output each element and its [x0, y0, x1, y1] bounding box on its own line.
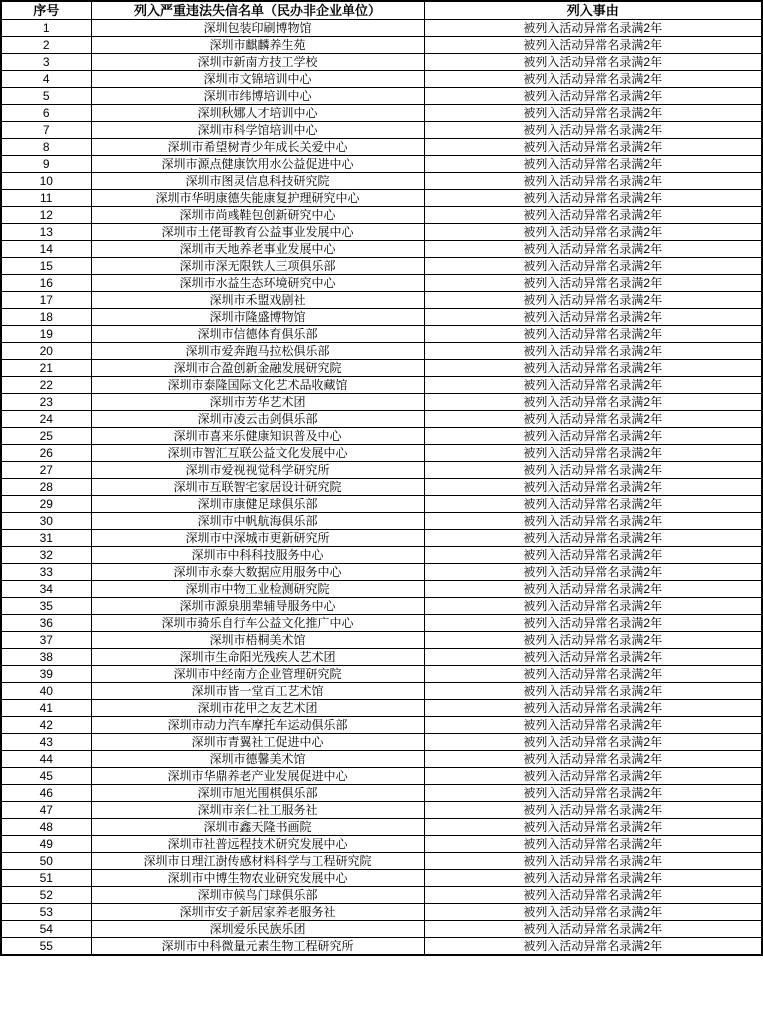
- cell-reason: 被列入活动异常名录满2年: [424, 122, 762, 139]
- cell-reason: 被列入活动异常名录满2年: [424, 513, 762, 530]
- column-header-name: 列入严重违法失信名单（民办非企业单位）: [91, 1, 424, 20]
- table-row: [1, 462, 762, 479]
- cell-reason: 被列入活动异常名录满2年: [424, 207, 762, 224]
- table-row: [1, 717, 762, 734]
- cell-name: 深圳市中深城市更新研究所: [91, 530, 424, 547]
- cell-name: 深圳市青翼社工促进中心: [91, 734, 424, 751]
- cell-reason: 被列入活动异常名录满2年: [424, 836, 762, 853]
- cell-no: 11: [1, 190, 91, 207]
- cell-reason: 被列入活动异常名录满2年: [424, 530, 762, 547]
- cell-name: 深圳市中科科技服务中心: [91, 547, 424, 564]
- cell-name: 深圳市亲仁社工服务社: [91, 802, 424, 819]
- cell-no: 22: [1, 377, 91, 394]
- cell-reason: 被列入活动异常名录满2年: [424, 666, 762, 683]
- cell-name: 深圳市信德体育俱乐部: [91, 326, 424, 343]
- cell-name: 深圳市梧桐美术馆: [91, 632, 424, 649]
- cell-reason: 被列入活动异常名录满2年: [424, 768, 762, 785]
- cell-reason: 被列入活动异常名录满2年: [424, 88, 762, 105]
- table-row: [1, 870, 762, 887]
- table-row: [1, 734, 762, 751]
- cell-no: 44: [1, 751, 91, 768]
- cell-name: 深圳市深无限铁人三项俱乐部: [91, 258, 424, 275]
- column-header-reason: 列入事由: [424, 1, 762, 20]
- table-row: [1, 581, 762, 598]
- cell-no: 35: [1, 598, 91, 615]
- table-row: [1, 802, 762, 819]
- cell-no: 46: [1, 785, 91, 802]
- cell-name: 深圳市智汇互联公益文化发展中心: [91, 445, 424, 462]
- table-row: [1, 496, 762, 513]
- table-row: [1, 343, 762, 360]
- table-body: [1, 20, 762, 956]
- table-row: [1, 785, 762, 802]
- cell-no: 18: [1, 309, 91, 326]
- table-row: [1, 615, 762, 632]
- cell-reason: 被列入活动异常名录满2年: [424, 921, 762, 938]
- cell-name: 深圳市科学馆培训中心: [91, 122, 424, 139]
- table-row: [1, 904, 762, 921]
- cell-reason: 被列入活动异常名录满2年: [424, 20, 762, 37]
- cell-name: 深圳包装印刷博物馆: [91, 20, 424, 37]
- cell-no: 25: [1, 428, 91, 445]
- cell-name: 深圳市中博生物农业研究发展中心: [91, 870, 424, 887]
- cell-reason: 被列入活动异常名录满2年: [424, 241, 762, 258]
- table-row: [1, 547, 762, 564]
- cell-name: 深圳市永泰大数据应用服务中心: [91, 564, 424, 581]
- table-row: [1, 156, 762, 173]
- cell-name: 深圳市土佬哥教育公益事业发展中心: [91, 224, 424, 241]
- cell-name: 深圳市花甲之友艺术团: [91, 700, 424, 717]
- table-row: [1, 173, 762, 190]
- table-row: [1, 513, 762, 530]
- cell-reason: 被列入活动异常名录满2年: [424, 581, 762, 598]
- cell-name: 深圳市合盈创新金融发展研究院: [91, 360, 424, 377]
- table-header: [1, 1, 762, 20]
- cell-reason: 被列入活动异常名录满2年: [424, 394, 762, 411]
- cell-reason: 被列入活动异常名录满2年: [424, 224, 762, 241]
- cell-reason: 被列入活动异常名录满2年: [424, 751, 762, 768]
- cell-reason: 被列入活动异常名录满2年: [424, 54, 762, 71]
- header-row: [1, 1, 762, 20]
- cell-name: 深圳市隆盛博物馆: [91, 309, 424, 326]
- cell-no: 24: [1, 411, 91, 428]
- table-row: [1, 921, 762, 938]
- cell-no: 38: [1, 649, 91, 666]
- cell-name: 深圳市源泉朋辈辅导服务中心: [91, 598, 424, 615]
- cell-name: 深圳市图灵信息科技研究院: [91, 173, 424, 190]
- table-row: [1, 377, 762, 394]
- cell-name: 深圳市康健足球俱乐部: [91, 496, 424, 513]
- cell-name: 深圳市中经南方企业管理研究院: [91, 666, 424, 683]
- cell-name: 深圳市候鸟门球俱乐部: [91, 887, 424, 904]
- cell-reason: 被列入活动异常名录满2年: [424, 479, 762, 496]
- cell-name: 深圳市文锦培训中心: [91, 71, 424, 88]
- cell-reason: 被列入活动异常名录满2年: [424, 173, 762, 190]
- cell-name: 深圳市喜来乐健康知识普及中心: [91, 428, 424, 445]
- cell-reason: 被列入活动异常名录满2年: [424, 870, 762, 887]
- table-row: [1, 20, 762, 37]
- cell-reason: 被列入活动异常名录满2年: [424, 139, 762, 156]
- cell-name: 深圳市骑乐自行车公益文化推广中心: [91, 615, 424, 632]
- table-row: [1, 309, 762, 326]
- table-row: [1, 445, 762, 462]
- cell-name: 深圳市水益生态环境研究中心: [91, 275, 424, 292]
- cell-name: 深圳市德馨美术馆: [91, 751, 424, 768]
- cell-name: 深圳市互联智宅家居设计研究院: [91, 479, 424, 496]
- table-row: [1, 564, 762, 581]
- cell-no: 9: [1, 156, 91, 173]
- table-row: [1, 224, 762, 241]
- cell-reason: 被列入活动异常名录满2年: [424, 258, 762, 275]
- cell-no: 54: [1, 921, 91, 938]
- cell-name: 深圳市中物工业检测研究院: [91, 581, 424, 598]
- table-row: [1, 241, 762, 258]
- cell-reason: 被列入活动异常名录满2年: [424, 564, 762, 581]
- cell-reason: 被列入活动异常名录满2年: [424, 496, 762, 513]
- cell-name: 深圳市中科微量元素生物工程研究所: [91, 938, 424, 956]
- cell-no: 36: [1, 615, 91, 632]
- cell-no: 33: [1, 564, 91, 581]
- cell-name: 深圳市芳华艺术团: [91, 394, 424, 411]
- cell-no: 32: [1, 547, 91, 564]
- cell-reason: 被列入活动异常名录满2年: [424, 785, 762, 802]
- table-row: [1, 394, 762, 411]
- table-row: [1, 258, 762, 275]
- cell-name: 深圳市禾盟戏剧社: [91, 292, 424, 309]
- cell-no: 7: [1, 122, 91, 139]
- cell-reason: 被列入活动异常名录满2年: [424, 819, 762, 836]
- cell-name: 深圳市中帆航海俱乐部: [91, 513, 424, 530]
- cell-reason: 被列入活动异常名录满2年: [424, 904, 762, 921]
- cell-name: 深圳市尚彧鞋包创新研究中心: [91, 207, 424, 224]
- table-row: [1, 207, 762, 224]
- table-row: [1, 700, 762, 717]
- cell-reason: 被列入活动异常名录满2年: [424, 547, 762, 564]
- cell-reason: 被列入活动异常名录满2年: [424, 802, 762, 819]
- cell-name: 深圳市源点健康饮用水公益促进中心: [91, 156, 424, 173]
- table-row: [1, 360, 762, 377]
- table-row: [1, 71, 762, 88]
- cell-no: 30: [1, 513, 91, 530]
- cell-reason: 被列入活动异常名录满2年: [424, 190, 762, 207]
- cell-name: 深圳市天地养老事业发展中心: [91, 241, 424, 258]
- cell-reason: 被列入活动异常名录满2年: [424, 105, 762, 122]
- cell-reason: 被列入活动异常名录满2年: [424, 717, 762, 734]
- cell-no: 41: [1, 700, 91, 717]
- cell-name: 深圳市社普远程技术研究发展中心: [91, 836, 424, 853]
- cell-name: 深圳市纬博培训中心: [91, 88, 424, 105]
- table-row: [1, 88, 762, 105]
- cell-no: 52: [1, 887, 91, 904]
- cell-no: 34: [1, 581, 91, 598]
- table-row: [1, 275, 762, 292]
- cell-no: 2: [1, 37, 91, 54]
- cell-reason: 被列入活动异常名录满2年: [424, 683, 762, 700]
- cell-name: 深圳市希望树青少年成长关爱中心: [91, 139, 424, 156]
- cell-no: 5: [1, 88, 91, 105]
- table-row: [1, 139, 762, 156]
- cell-reason: 被列入活动异常名录满2年: [424, 411, 762, 428]
- cell-name: 深圳市爱视视觉科学研究所: [91, 462, 424, 479]
- cell-no: 31: [1, 530, 91, 547]
- cell-reason: 被列入活动异常名录满2年: [424, 275, 762, 292]
- cell-no: 13: [1, 224, 91, 241]
- cell-name: 深圳市动力汽车摩托车运动俱乐部: [91, 717, 424, 734]
- cell-no: 29: [1, 496, 91, 513]
- cell-reason: 被列入活动异常名录满2年: [424, 938, 762, 956]
- cell-reason: 被列入活动异常名录满2年: [424, 71, 762, 88]
- table-row: [1, 37, 762, 54]
- cell-no: 42: [1, 717, 91, 734]
- table-row: [1, 530, 762, 547]
- cell-reason: 被列入活动异常名录满2年: [424, 598, 762, 615]
- cell-no: 4: [1, 71, 91, 88]
- table-row: [1, 632, 762, 649]
- cell-reason: 被列入活动异常名录满2年: [424, 649, 762, 666]
- table-row: [1, 836, 762, 853]
- cell-reason: 被列入活动异常名录满2年: [424, 292, 762, 309]
- cell-no: 23: [1, 394, 91, 411]
- table-row: [1, 666, 762, 683]
- table-row: [1, 411, 762, 428]
- cell-no: 37: [1, 632, 91, 649]
- cell-no: 20: [1, 343, 91, 360]
- cell-no: 49: [1, 836, 91, 853]
- cell-name: 深圳爱乐民族乐团: [91, 921, 424, 938]
- table-row: [1, 598, 762, 615]
- table-row: [1, 649, 762, 666]
- cell-name: 深圳市生命阳光残疾人艺术团: [91, 649, 424, 666]
- table-row: [1, 751, 762, 768]
- cell-no: 15: [1, 258, 91, 275]
- cell-reason: 被列入活动异常名录满2年: [424, 615, 762, 632]
- cell-no: 47: [1, 802, 91, 819]
- table-row: [1, 853, 762, 870]
- cell-no: 26: [1, 445, 91, 462]
- cell-reason: 被列入活动异常名录满2年: [424, 360, 762, 377]
- cell-reason: 被列入活动异常名录满2年: [424, 887, 762, 904]
- cell-no: 43: [1, 734, 91, 751]
- cell-reason: 被列入活动异常名录满2年: [424, 428, 762, 445]
- table-row: [1, 768, 762, 785]
- cell-name: 深圳市凌云击剑俱乐部: [91, 411, 424, 428]
- cell-reason: 被列入活动异常名录满2年: [424, 377, 762, 394]
- cell-no: 21: [1, 360, 91, 377]
- cell-no: 28: [1, 479, 91, 496]
- cell-reason: 被列入活动异常名录满2年: [424, 462, 762, 479]
- table-row: [1, 190, 762, 207]
- cell-no: 39: [1, 666, 91, 683]
- cell-no: 12: [1, 207, 91, 224]
- cell-no: 50: [1, 853, 91, 870]
- cell-no: 14: [1, 241, 91, 258]
- table-row: [1, 819, 762, 836]
- cell-name: 深圳市新南方技工学校: [91, 54, 424, 71]
- cell-name: 深圳市华明康德失能康复护理研究中心: [91, 190, 424, 207]
- cell-reason: 被列入活动异常名录满2年: [424, 309, 762, 326]
- cell-no: 6: [1, 105, 91, 122]
- cell-no: 17: [1, 292, 91, 309]
- table-row: [1, 326, 762, 343]
- table-row: [1, 887, 762, 904]
- cell-name: 深圳市皆一堂百工艺术馆: [91, 683, 424, 700]
- cell-reason: 被列入活动异常名录满2年: [424, 445, 762, 462]
- cell-no: 55: [1, 938, 91, 956]
- cell-reason: 被列入活动异常名录满2年: [424, 326, 762, 343]
- cell-no: 10: [1, 173, 91, 190]
- cell-no: 3: [1, 54, 91, 71]
- table-row: [1, 938, 762, 956]
- cell-no: 53: [1, 904, 91, 921]
- cell-name: 深圳市爱奔跑马拉松俱乐部: [91, 343, 424, 360]
- cell-name: 深圳市日理江澍传感材料科学与工程研究院: [91, 853, 424, 870]
- cell-no: 51: [1, 870, 91, 887]
- cell-no: 27: [1, 462, 91, 479]
- cell-no: 1: [1, 20, 91, 37]
- cell-reason: 被列入活动异常名录满2年: [424, 156, 762, 173]
- cell-name: 深圳市华鼎养老产业发展促进中心: [91, 768, 424, 785]
- table-row: [1, 54, 762, 71]
- table-row: [1, 292, 762, 309]
- cell-no: 40: [1, 683, 91, 700]
- table-row: [1, 683, 762, 700]
- table-row: [1, 479, 762, 496]
- cell-reason: 被列入活动异常名录满2年: [424, 853, 762, 870]
- cell-no: 48: [1, 819, 91, 836]
- cell-reason: 被列入活动异常名录满2年: [424, 37, 762, 54]
- table-row: [1, 122, 762, 139]
- cell-reason: 被列入活动异常名录满2年: [424, 700, 762, 717]
- cell-name: 深圳市安子新居家养老服务社: [91, 904, 424, 921]
- cell-no: 8: [1, 139, 91, 156]
- cell-name: 深圳市鑫天隆书画院: [91, 819, 424, 836]
- table-row: [1, 105, 762, 122]
- cell-no: 45: [1, 768, 91, 785]
- cell-name: 深圳市麒麟养生苑: [91, 37, 424, 54]
- cell-no: 16: [1, 275, 91, 292]
- cell-name: 深圳市泰隆国际文化艺术品收藏馆: [91, 377, 424, 394]
- table-row: [1, 428, 762, 445]
- cell-name: 深圳市旭光围棋俱乐部: [91, 785, 424, 802]
- cell-name: 深圳秋娜人才培训中心: [91, 105, 424, 122]
- cell-reason: 被列入活动异常名录满2年: [424, 734, 762, 751]
- cell-reason: 被列入活动异常名录满2年: [424, 632, 762, 649]
- cell-no: 19: [1, 326, 91, 343]
- cell-reason: 被列入活动异常名录满2年: [424, 343, 762, 360]
- column-header-no: 序号: [1, 1, 91, 20]
